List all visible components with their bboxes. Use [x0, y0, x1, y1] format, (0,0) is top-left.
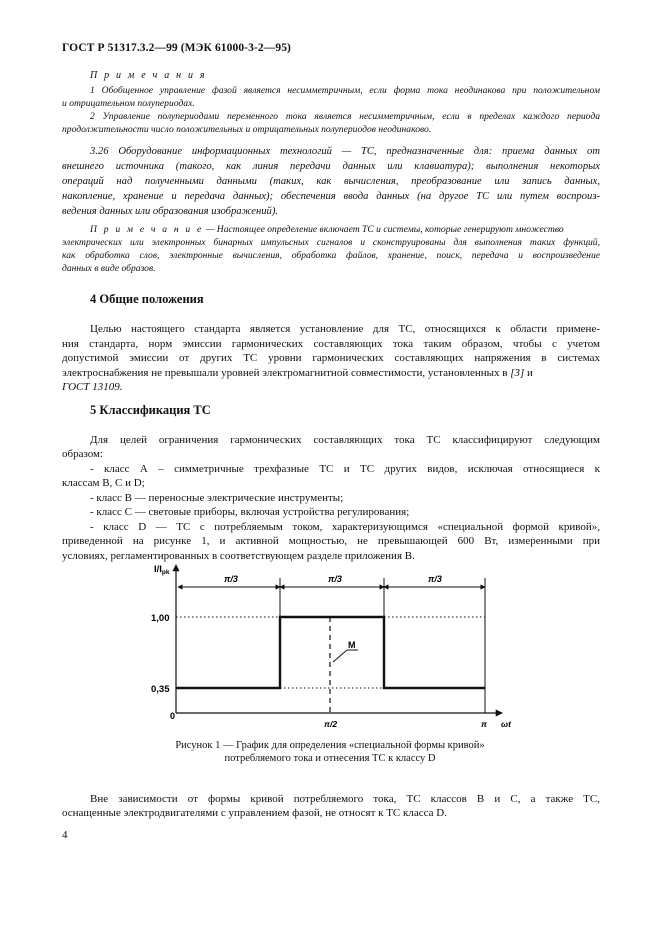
figure-caption-line-1: Рисунок 1 — График для определения «специальной формы кривой»	[175, 740, 485, 751]
note-2-line-2: продолжительности число положительных и отрицательных полупериодов неодинаково.	[62, 124, 432, 135]
definition-3-26-line-4: накопление, хранение и передача данных); обеспечения ввода данных (на другое ТС или путем воспроиз-	[62, 191, 600, 202]
x-axis-label: ωt	[501, 719, 511, 729]
note-prefix: П р и м е ч а н и е	[90, 224, 204, 235]
note-1-line-2: и отрицательном полупериодах.	[62, 98, 195, 109]
figure-caption-line-2: потребляемого тока и отнесения ТС к классу D	[224, 753, 436, 764]
page-number: 4	[62, 829, 68, 841]
class-a-line-2: классам В, С и D;	[62, 477, 145, 489]
y-tick-low: 0,35	[151, 684, 170, 695]
segment-2-label: π/3	[328, 574, 342, 584]
notes-title: П р и м е ч а н и я	[90, 70, 207, 81]
note-definition-line-4: данных в виде образов.	[62, 263, 156, 274]
note-definition-line-2: электрических или электронных бинарных импульсных сигналов и сконструированы для выполнения таких функций,	[62, 237, 600, 248]
x-tick-mid: π/2	[324, 719, 338, 729]
origin-label: 0	[170, 711, 176, 721]
y-tick-high: 1,00	[151, 613, 170, 624]
class-d-line-2: приведенной на рисунке 1, и активной мощностью, не превышающей 600 Вт, измеренными при	[62, 535, 600, 547]
section-4-line-1: Целью настоящего стандарта является установление для ТС, относящихся к области примене-	[90, 323, 600, 335]
y-axis-label: $I/I_{pk}$	[154, 564, 170, 576]
section-4-line-4-text: электроснабжения не превышали уровней электромагнитной совместимости, установленных в	[62, 367, 511, 379]
gost-reference: ГОСТ 13109.	[62, 381, 123, 393]
class-d-line-3: условиях, регламентированных в соответствующем разделе приложения В.	[62, 550, 415, 562]
definition-3-26-line-2: внешнего источника (такого, как линия передачи данных или клавиатура); выполнения некоторых	[62, 161, 600, 172]
section-4-line-4	[62, 366, 600, 381]
section-4-line-3: допустимой эмиссии от других ТС уровни гармонических составляющих напряжения в системах	[62, 352, 600, 364]
definition-3-26-line-3: операций над полученными данными (таких, как вычисления, преобразование или запись данных,	[62, 176, 600, 187]
section-5-heading: 5 Классификация ТС	[90, 403, 211, 417]
definition-3-26-line-1: 3.26 Оборудование информационных технологий — ТС, предназначенные для: приема данных от	[90, 146, 600, 157]
reference-3: [3]	[510, 367, 525, 379]
segment-1-label: π/3	[224, 574, 238, 584]
marker-label: M	[348, 640, 356, 650]
figure-1-graph	[140, 560, 530, 735]
note-definition-line-1	[90, 223, 600, 236]
class-b-line: - класс В — переносные электрические инструменты;	[90, 492, 344, 504]
class-a-line-1: - класс А – симметричные трехфазные ТС и ТС других видов, исключая относящиеся к	[90, 463, 600, 475]
document-header: ГОСТ Р 51317.3.2—99 (МЭК 61000-3-2—95)	[62, 42, 291, 54]
section-5-line-1: Для целей ограничения гармонических составляющих тока ТС классифицируют следующим	[90, 434, 600, 446]
x-tick-end: π	[481, 719, 488, 729]
section-4-line-2: ния стандарта, норм эмиссии гармонических составляющих тока таким образом, чтобы с учетом	[62, 338, 600, 350]
closing-line-1: Вне зависимости от формы кривой потребляемого тока, ТС классов В и С, а также ТС,	[90, 793, 600, 805]
definition-3-26-line-5: ведения данных или образования изображений).	[62, 206, 279, 217]
note-1-line-1: 1 Обобщенное управление фазой является несимметричным, если форма тока неодинакова при положительном	[90, 85, 600, 96]
section-5-line-2: образом:	[62, 448, 104, 460]
closing-line-2: оснащенные электродвигателями с управлением фазой, не относят к ТС класса D.	[62, 807, 447, 819]
note-definition-line-3: как обработка слов, электронные вычисления, обработка файлов, хранение, поиск, передача и воспроизведение	[62, 250, 600, 261]
segment-3-label: π/3	[428, 574, 442, 584]
note-definition-text: — Настоящее определение включает ТС и системы, которые генерируют множество	[203, 224, 564, 235]
class-c-line: - класс С — световые приборы, включая устройства регулирования;	[90, 506, 410, 518]
class-d-line-1: - класс D — ТС с потребляемым током, характеризующимся «специальной формой кривой»,	[90, 521, 600, 533]
section-4-heading: 4 Общие положения	[90, 292, 204, 306]
marker-leader	[333, 650, 347, 662]
note-2-line-1: 2 Управление полупериодами переменного тока является несимметричным, если в пределах каждого периода	[90, 111, 600, 122]
section-4-line-4-tail: и	[524, 367, 533, 379]
